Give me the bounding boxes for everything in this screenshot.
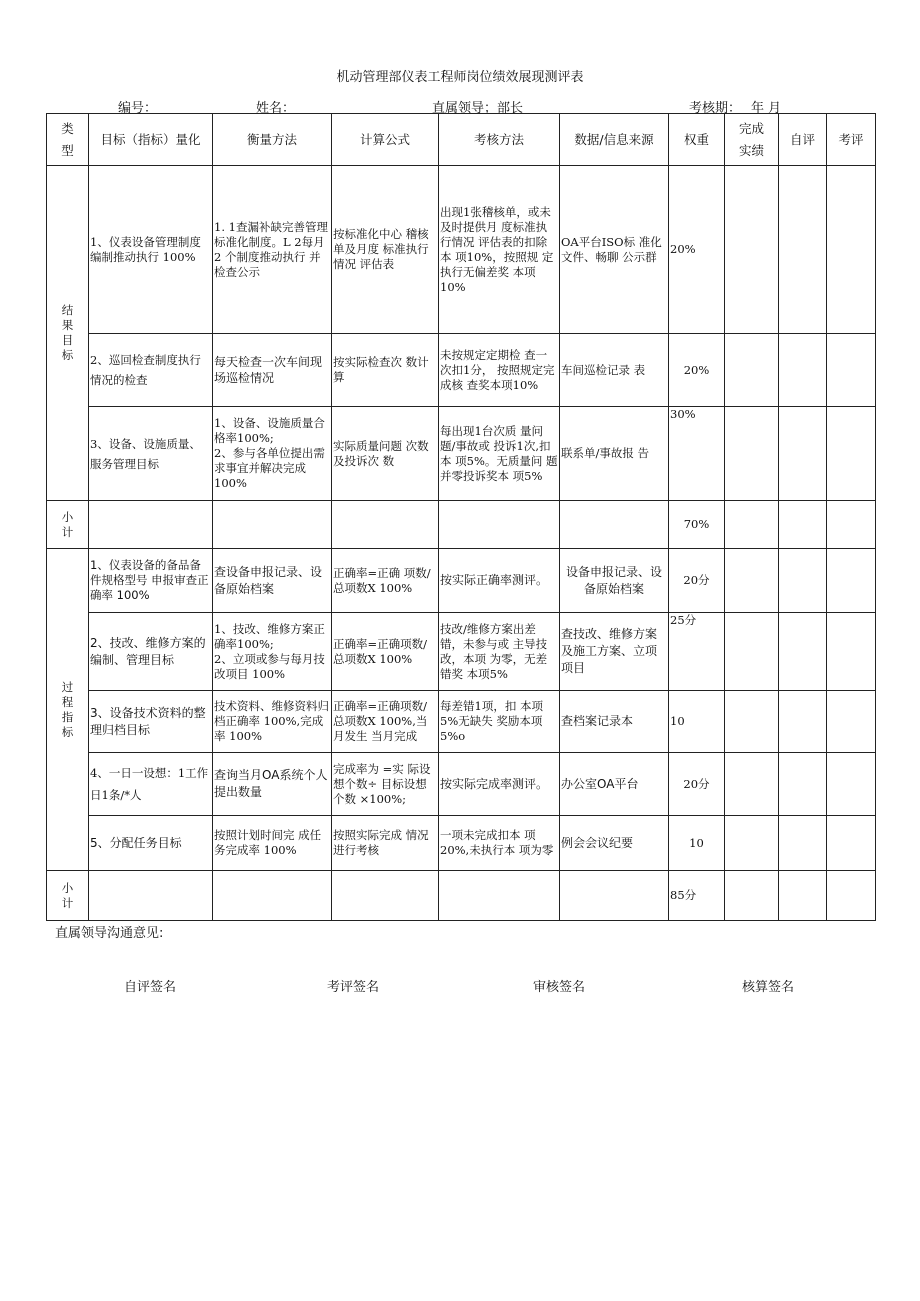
method-cell: 每出现1台次质 量问题/事故或 投诉1次,扣本 项5%。无质量问 题并零投诉奖本 项5% [439,407,560,501]
evaluator-signature-label: 考评签名 [327,980,380,995]
empty-cell [332,501,439,549]
formula-cell: 按标准化中心 稽核单及月度 标准执行情况 评估表 [332,166,439,334]
header-weight: 权重 [669,114,725,166]
header-measure: 衡量方法 [213,114,332,166]
header-formula: 计算公式 [332,114,439,166]
empty-cell [89,871,213,921]
subtotal-weight: 85分 [669,871,725,921]
actual-cell [725,753,779,816]
table-row [47,407,876,501]
page-title: 机动管理部仪表工程师岗位绩效展现测评表 [336,70,584,85]
actual-cell [725,166,779,334]
actual-cell [725,816,779,871]
source-cell: 办公室OA平台 [560,753,669,816]
header-eval: 考评 [827,114,876,166]
self-cell [779,407,827,501]
leader-label: 直属领导；部长 [432,101,524,116]
self-cell [779,501,827,549]
formula-cell: 完成率为 =实 际设想个数÷ 目标设想个数 ×100%; [332,753,439,816]
measure-cell: 查设备申报记录、设备原始档案 [213,549,332,613]
weight-cell: 10 [669,691,725,753]
formula-cell: 实际质量问题 次数及投诉次 数 [332,407,439,501]
formula-cell: 正确率=正确 项数/总项数X 100% [332,549,439,613]
header-actual: 完成 实绩 [725,114,779,166]
eval-cell [827,816,876,871]
source-cell: 设备申报记录、设备原始档案 [560,549,669,613]
header-method: 考核方法 [439,114,560,166]
empty-cell [213,501,332,549]
subtotal-row [47,871,876,921]
self-cell [779,816,827,871]
self-cell [779,871,827,921]
formula-cell: 按实际检查次 数计算 [332,334,439,407]
subtotal-label: 小 计 [47,501,89,549]
table-row [47,816,876,871]
formula-cell: 按照实际完成 情况进行考核 [332,816,439,871]
weight-cell: 20% [669,334,725,407]
header-source: 数据/信息来源 [560,114,669,166]
table-row [47,549,876,613]
eval-cell [827,613,876,691]
empty-cell [560,871,669,921]
table-row [47,691,876,753]
measure-cell: 查询当月OA系统个人提出数量 [213,753,332,816]
actual-cell [725,407,779,501]
source-cell: 联系单/事故报 告 [560,407,669,501]
header-row [47,114,876,166]
self-cell [779,691,827,753]
header-type: 类 型 [47,114,89,166]
actual-cell [725,613,779,691]
eval-cell [827,871,876,921]
empty-cell [439,871,560,921]
review-signature-label: 审核签名 [533,980,586,995]
source-cell: 例会会议纪要 [560,816,669,871]
weight-cell: 10 [669,816,725,871]
empty-cell [332,871,439,921]
measure-cell: 1. 1查漏补缺完善管理标准化制度。L 2每月2 个制度推动执行 并检查公示 [213,166,332,334]
header-self: 自评 [779,114,827,166]
table-row [47,334,876,407]
self-cell [779,613,827,691]
table-row [47,753,876,816]
source-cell: 查技改、维修方案及施工方案、立项项目 [560,613,669,691]
table-row [47,166,876,334]
method-cell: 每差错1项，扣 本项5%无缺失 奖励本项5%o [439,691,560,753]
section-label-result: 结 果 目 标 [47,166,89,501]
self-cell [779,334,827,407]
method-cell: 一项未完成扣本 项20%,未执行本 项为零 [439,816,560,871]
table-row [47,613,876,691]
eval-cell [827,691,876,753]
section-label-process: 过 程 指 标 [47,549,89,871]
eval-cell [827,166,876,334]
actual-cell [725,549,779,613]
weight-cell: 20分 [669,549,725,613]
target-cell: 2、技改、维修方案的编制、管理目标 [89,613,213,691]
number-label: 编号： [118,101,158,116]
weight-cell: 30% [669,407,725,501]
empty-cell [213,871,332,921]
eval-cell [827,501,876,549]
eval-cell [827,407,876,501]
method-cell: 按实际完成率测评。 [439,753,560,816]
target-cell: 1、仪表设备的备品备件规格型号 申报审查正确率 100% [89,549,213,613]
eval-cell [827,549,876,613]
formula-cell: 正确率=正确项数/总项数X 100% [332,613,439,691]
self-cell [779,549,827,613]
accounting-signature-label: 核算签名 [742,980,795,995]
subtotal-label: 小 计 [47,871,89,921]
measure-cell: 1、技改、维修方案正确率100%; 2、立项或参与每月技改项目 100% [213,613,332,691]
self-cell [779,753,827,816]
method-cell: 出现1张稽核单，或未及时提供月 度标准执行情况 评估表的扣除本 项10%，按照规 定执行无偏差奖 本项10% [439,166,560,334]
source-cell: OA平台ISO标 准化文件、畅聊 公示群 [560,166,669,334]
self-signature-label: 自评签名 [124,980,177,995]
header-target: 目标（指标）量化 [89,114,213,166]
measure-cell: 技术资料、维修资料归档正确率 100%,完成率 100% [213,691,332,753]
target-cell: 1、仪表设备管理制度编制推动执行 100% [89,166,213,334]
target-cell: 3、设备、设施质量、服务管理目标 [89,407,213,501]
subtotal-weight: 70% [669,501,725,549]
empty-cell [560,501,669,549]
measure-cell: 按照计划时间完 成任务完成率 100% [213,816,332,871]
measure-cell: 1、设备、设施质量合格率100%; 2、参与各单位提出需求事宜并解决完成100% [213,407,332,501]
source-cell: 查档案记录本 [560,691,669,753]
leader-comment-label: 直属领导沟通意见: [55,926,164,941]
weight-cell: 20分 [669,753,725,816]
period-label: 考核期： [689,101,742,116]
empty-cell [439,501,560,549]
eval-cell [827,753,876,816]
source-cell: 车间巡检记录 表 [560,334,669,407]
actual-cell [725,501,779,549]
formula-cell: 正确率=正确项数/总项数X 100%,当月发生 当月完成 [332,691,439,753]
target-cell: 2、巡回检查制度执行情况的检查 [89,334,213,407]
actual-cell [725,334,779,407]
empty-cell [89,501,213,549]
name-label: 姓名： [256,101,296,116]
self-cell [779,166,827,334]
target-cell: 5、分配任务目标 [89,816,213,871]
subtotal-row [47,501,876,549]
period-value: 年 月 [751,101,782,116]
weight-cell: 25分 [669,613,725,691]
method-cell: 按实际正确率测评。 [439,549,560,613]
target-cell: 4、一日一设想：1工作日1条/*人 [89,753,213,816]
actual-cell [725,871,779,921]
weight-cell: 20% [669,166,725,334]
eval-cell [827,334,876,407]
method-cell: 未按规定定期检 查一次扣1分， 按照规定完成核 查奖本项10% [439,334,560,407]
method-cell: 技改/维修方案出差错，未参与或 主导技改，本项 为零，无差错奖 本项5% [439,613,560,691]
target-cell: 3、设备技术资料的整理归档目标 [89,691,213,753]
evaluation-table [46,113,876,921]
measure-cell: 每天检查一次车间现场巡检情况 [213,334,332,407]
actual-cell [725,691,779,753]
